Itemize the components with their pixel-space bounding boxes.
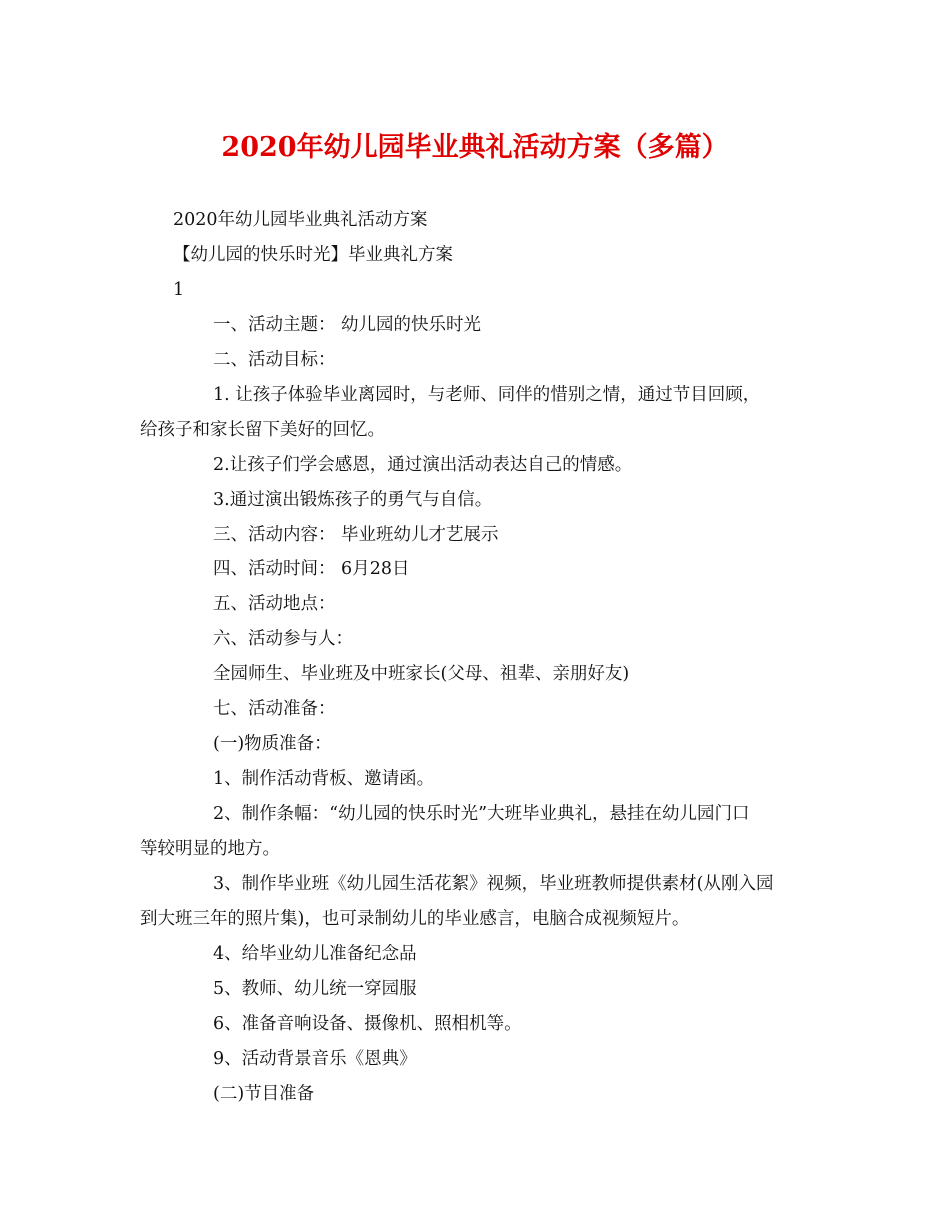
paragraph-line: 到大班三年的照片集)，也可录制幼儿的毕业感言，电脑合成视频短片。 [140,909,690,929]
section-number: 1 [173,280,185,300]
paragraph-line: 七、活动准备： [213,699,336,719]
paragraph-line: 等较明显的地方。 [140,839,280,859]
paragraph-line: 4、给毕业幼儿准备纪念品 [213,944,417,964]
paragraph-line: 2.让孩子们学会感恩，通过演出活动表达自己的情感。 [213,455,633,475]
paragraph-line: 一、活动主题： 幼儿园的快乐时光 [213,315,482,335]
paragraph-line: (一)物质准备： [213,734,332,754]
paragraph-line: 六、活动参与人： [213,629,353,649]
section-heading: 【幼儿园的快乐时光】毕业典礼方案 [173,245,453,265]
paragraph-line: (二)节目准备 [213,1084,315,1104]
document-title: 2020年幼儿园毕业典礼活动方案（多篇） [221,132,729,163]
paragraph-line: 9、活动背景音乐《恩典》 [213,1049,417,1069]
paragraph-line: 二、活动目标： [213,350,336,370]
paragraph-line: 五、活动地点： [213,594,336,614]
paragraph-line: 1、制作活动背板、邀请函。 [213,769,435,789]
paragraph-line: 2、制作条幅：“幼儿园的快乐时光”大班毕业典礼，悬挂在幼儿园门口 [213,804,750,824]
paragraph-line: 3、制作毕业班《幼儿园生活花絮》视频，毕业班教师提供素材(从刚入园 [213,874,774,894]
paragraph-line: 全园师生、毕业班及中班家长(父母、祖辈、亲朋好友) [213,664,630,684]
paragraph-line: 6、准备音响设备、摄像机、照相机等。 [213,1014,522,1034]
paragraph-line: 三、活动内容： 毕业班幼儿才艺展示 [213,525,499,545]
subtitle-line: 2020年幼儿园毕业典礼活动方案 [173,210,428,230]
paragraph-line: 给孩子和家长留下美好的回忆。 [140,420,385,440]
paragraph-line: 四、活动时间： 6月28日 [213,559,410,579]
paragraph-line: 5、教师、幼儿统一穿园服 [213,979,417,999]
paragraph-line: 1. 让孩子体验毕业离园时，与老师、同伴的惜别之情，通过节目回顾， [213,385,761,405]
paragraph-line: 3.通过演出锻炼孩子的勇气与自信。 [213,490,493,510]
